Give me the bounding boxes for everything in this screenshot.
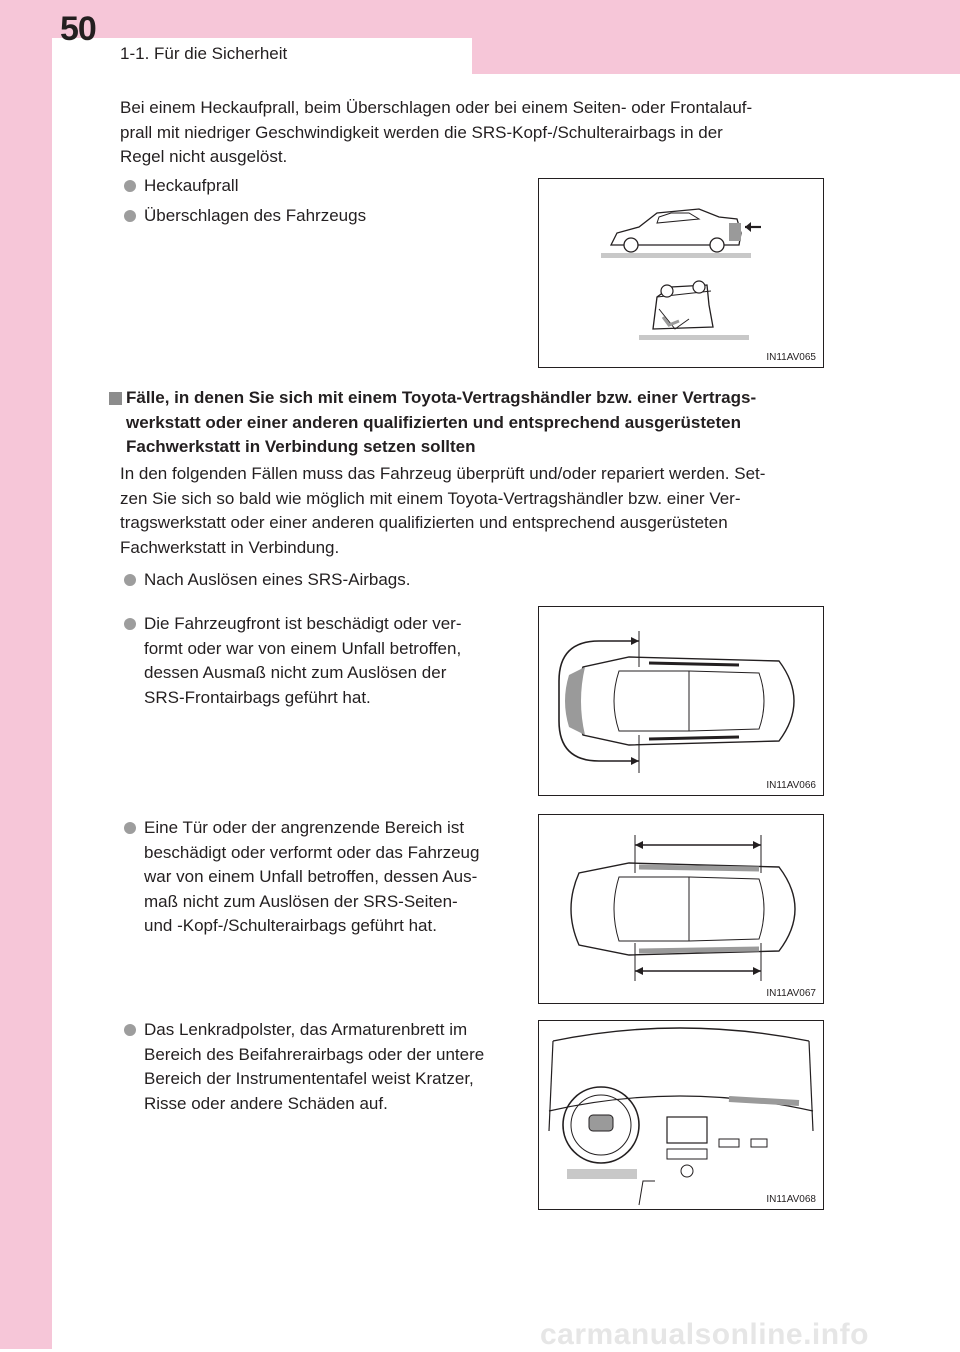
section-line: tragswerkstatt oder einer anderen qualifizierten und entsprechend ausgerüsteten (120, 513, 728, 532)
section-line: Fachwerkstatt in Verbindung. (120, 537, 340, 557)
bullet-line: beschädigt oder verformt oder das Fahrzeug (144, 842, 480, 862)
intro-line: prall mit niedriger Geschwindigkeit werden die SRS-Kopf-/Schulterairbags in der (120, 122, 723, 142)
figure-code: IN11AV065 (766, 352, 816, 363)
intro-line: Regel nicht ausgelöst. (120, 147, 288, 166)
bullet-dot-icon (124, 180, 136, 192)
figure-code: IN11AV068 (766, 1194, 816, 1205)
bullet-rollover: Überschlagen des Fahrzeugs (144, 206, 367, 225)
side-tab-band (0, 0, 52, 1349)
figure-side-damage (538, 814, 824, 1004)
bullet-dashboard-damage (144, 1018, 518, 1116)
bullet-line: maß nicht zum Auslösen der SRS-Seiten- (144, 891, 458, 911)
bullet-line: Bereich der Instrumententafel weist Kratzer, (144, 1069, 474, 1088)
dashboard-interior-icon (539, 1021, 823, 1209)
side-damage-car-icon (539, 815, 823, 1003)
bullet-line: formt oder war von einem Unfall betroffen, (144, 638, 462, 658)
heading-line: Fälle, in denen Sie sich mit einem Toyota-Vertragshändler bzw. einer Vertrags- (126, 388, 757, 407)
intro-paragraph (120, 96, 842, 170)
section-paragraph (120, 462, 842, 560)
front-damage-car-icon (539, 607, 823, 795)
section-heading (126, 386, 850, 460)
bullet-dot-icon (124, 1024, 136, 1036)
bullet-dot-icon (124, 210, 136, 222)
heading-square-icon (109, 392, 122, 405)
figure-rear-rollover (538, 178, 824, 368)
section-title: 1-1. Für die Sicherheit (120, 44, 288, 63)
bullet-line: dessen Ausmaß nicht zum Auslösen der (144, 663, 447, 682)
section-line: In den folgenden Fällen muss das Fahrzeug überprüft und/oder repariert werden. Set- (120, 464, 766, 483)
bullet-door-damage (144, 816, 518, 939)
bullet-line: Die Fahrzeugfront ist beschädigt oder ver- (144, 614, 462, 633)
heading-line: Fachwerkstatt in Verbindung setzen sollten (126, 437, 476, 456)
rear-impact-rollover-icon (539, 179, 823, 367)
bullet-rear-impact: Heckaufprall (144, 176, 239, 195)
figure-front-damage (538, 606, 824, 796)
heading-line: werkstatt oder einer anderen qualifizierten und entsprechend ausgerüsteten (126, 412, 741, 432)
bullet-dot-icon (124, 618, 136, 630)
figure-dashboard (538, 1020, 824, 1210)
bullet-dot-icon (124, 822, 136, 834)
bullet-line: und -Kopf-/Schulterairbags geführt hat. (144, 916, 437, 935)
bullet-dot-icon (124, 574, 136, 586)
bullet-line: Eine Tür oder der angrenzende Bereich ist (144, 818, 465, 837)
bullet-line: Das Lenkradpolster, das Armaturenbrett im (144, 1020, 468, 1039)
bullet-front-damage (144, 612, 518, 710)
figure-code: IN11AV066 (766, 780, 816, 791)
intro-line: Bei einem Heckaufprall, beim Überschlagen oder bei einem Seiten- oder Frontalauf- (120, 98, 753, 117)
bullet-line: Bereich des Beifahrerairbags oder der untere (144, 1044, 485, 1064)
bullet-airbag: Nach Auslösen eines SRS-Airbags. (144, 570, 411, 589)
page-number: 50 (60, 10, 96, 48)
watermark: carmanualsonline.info (540, 1318, 869, 1351)
section-line: zen Sie sich so bald wie möglich mit einem Toyota-Vertragshändler bzw. einer Ver- (120, 488, 741, 508)
figure-code: IN11AV067 (766, 988, 816, 999)
bullet-line: Risse oder andere Schäden auf. (144, 1093, 388, 1113)
bullet-line: war von einem Unfall betroffen, dessen Aus- (144, 867, 478, 886)
bullet-line: SRS-Frontairbags geführt hat. (144, 687, 371, 707)
